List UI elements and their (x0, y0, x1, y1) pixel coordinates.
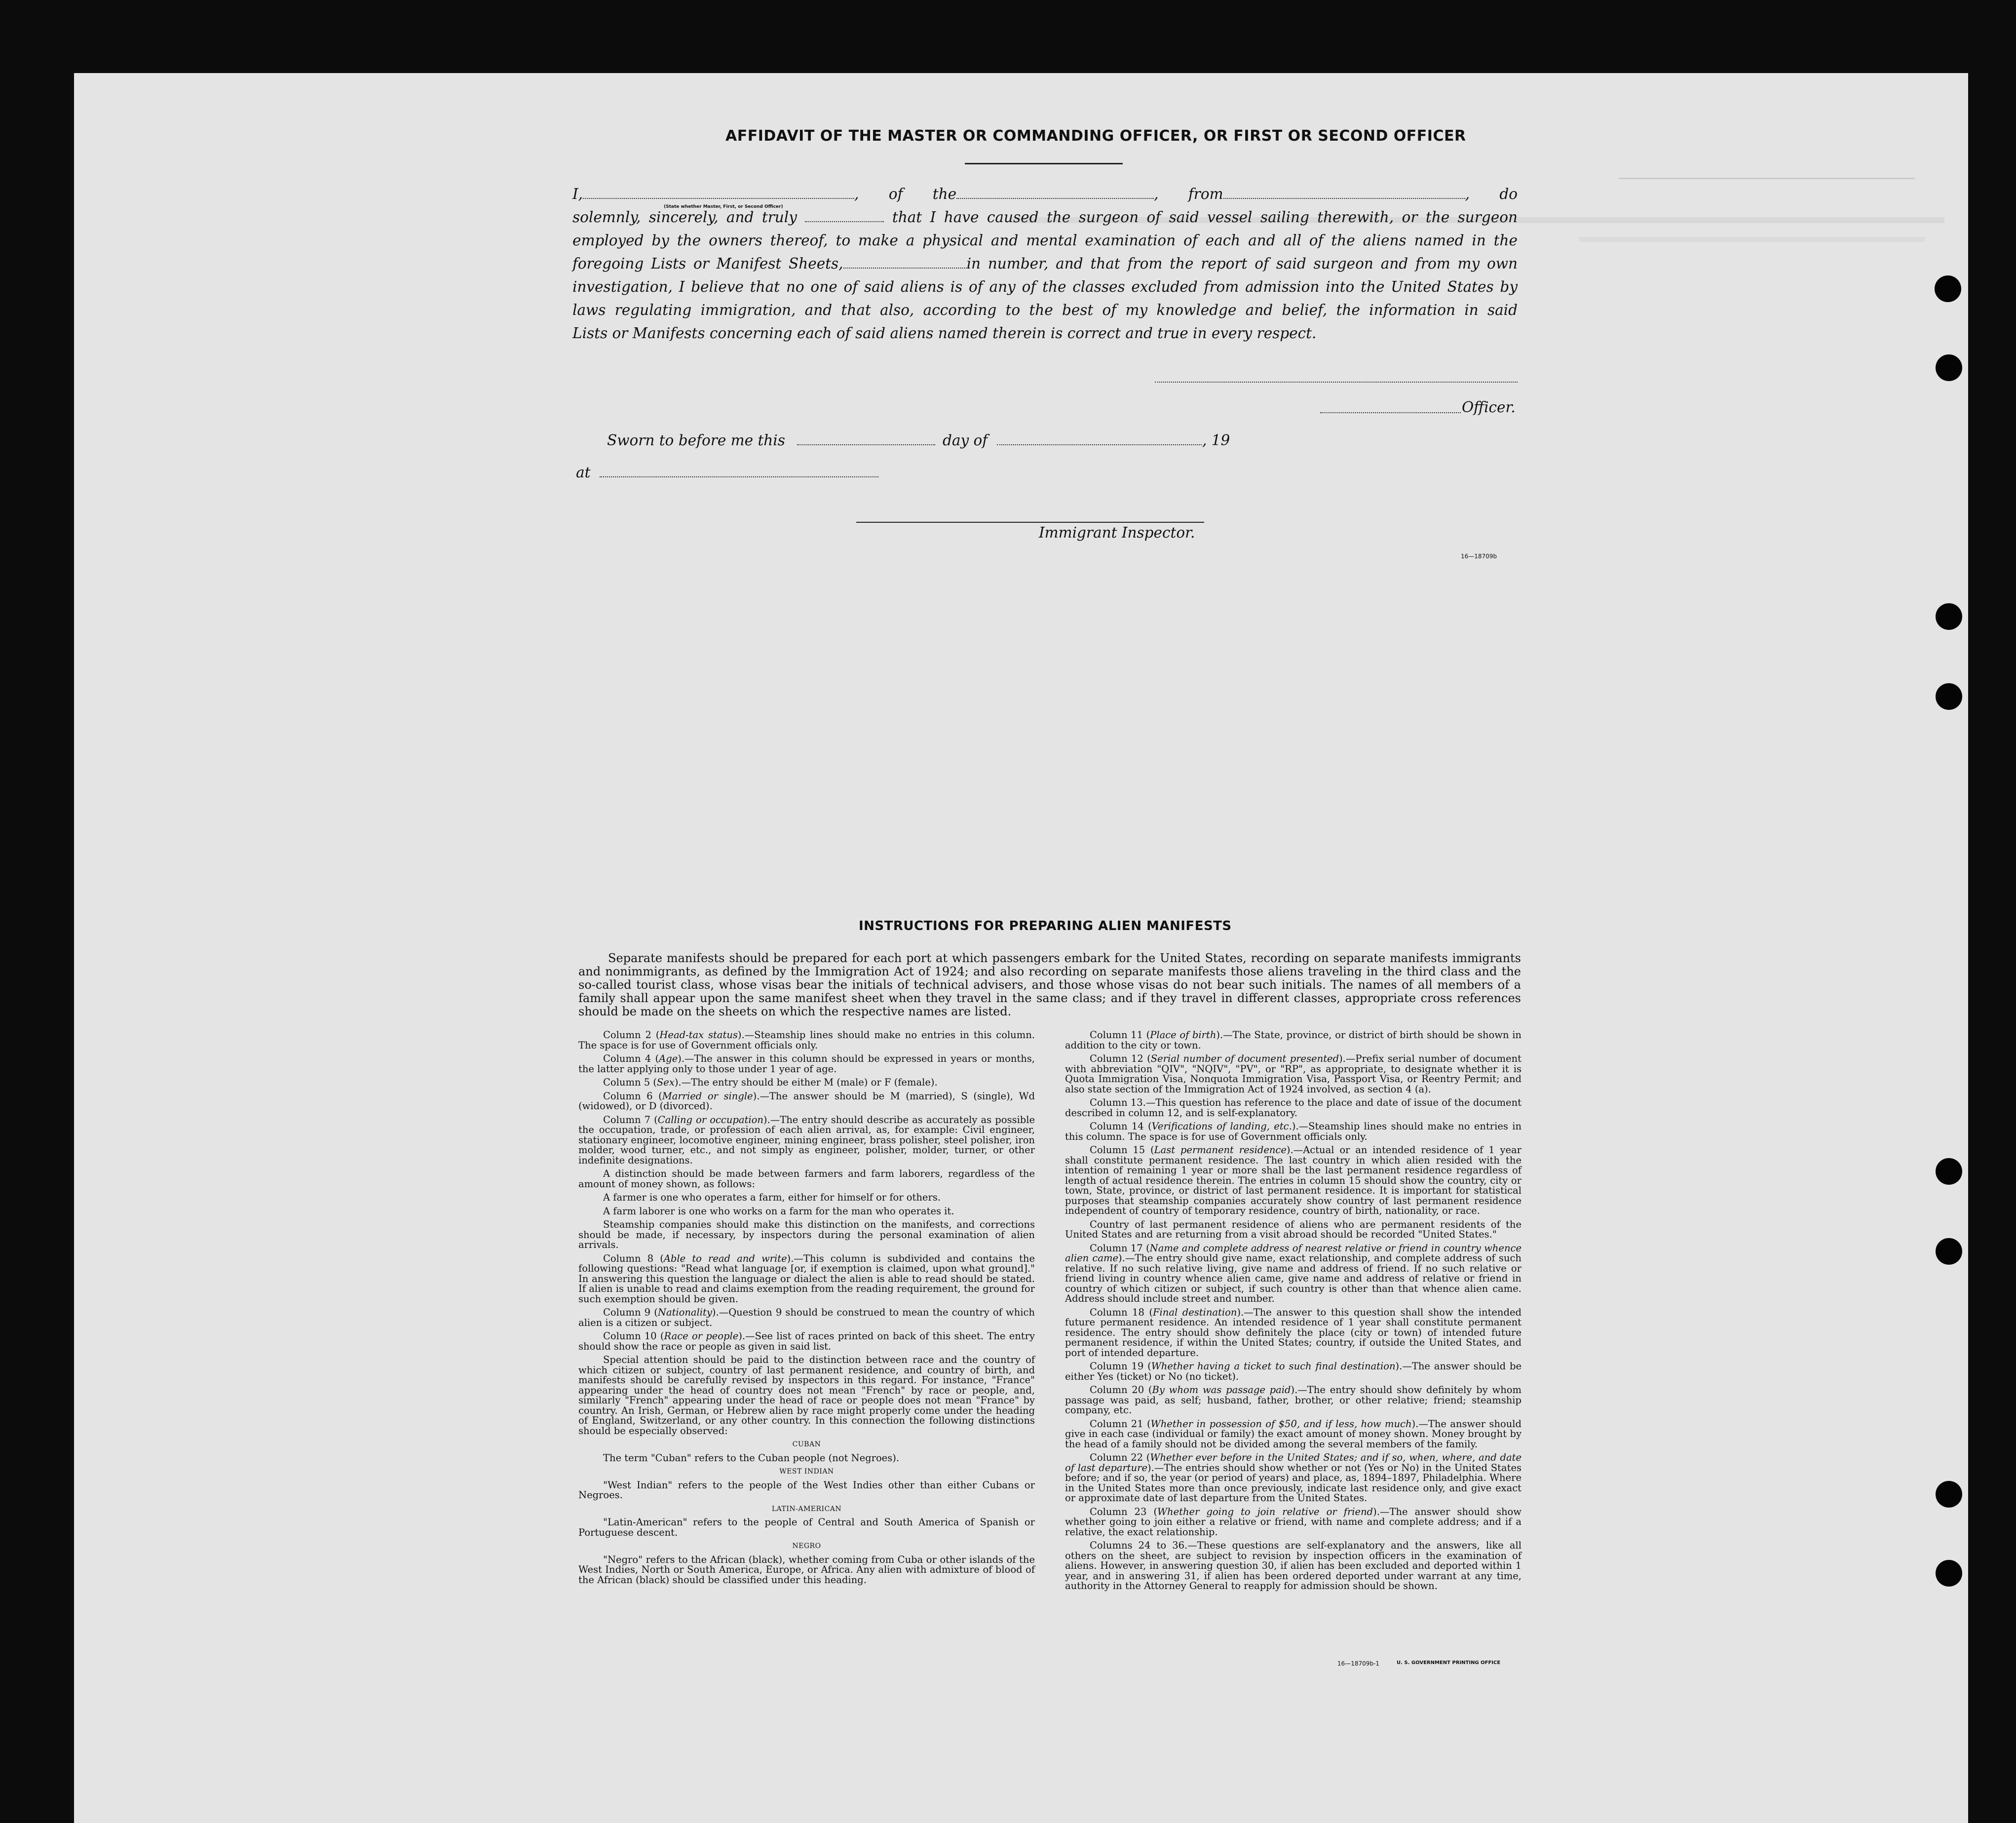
column-label: Column 15 ( (1090, 1144, 1154, 1156)
affidavit-line-5: investigation, I believe that no one of said aliens is of any of the classes excluded from admission into the United States by (572, 278, 1518, 295)
instruction-paragraph (1065, 1453, 1522, 1504)
instruction-paragraph (578, 1193, 1035, 1203)
instruction-text: ).—The entry should be either M (male) or F (female). (674, 1077, 938, 1088)
sworn-date-field[interactable] (797, 444, 935, 445)
affidavit-line-1: I, , of the , from , do (572, 186, 1518, 202)
instruction-text: ).—The answer should be M (married), S (single), Wd (widowed), or D (divorced). (578, 1090, 1035, 1112)
column-field-name: Serial number of document presented (1150, 1053, 1339, 1064)
instruction-text: ).—The answer in this column should be expressed in years or months, the latter applying only to those under 1 year of age. (578, 1053, 1035, 1075)
instruction-paragraph (578, 1169, 1035, 1189)
year-label: , 19 (1202, 432, 1230, 449)
instruction-text: Special attention should be paid to the distinction between race and the country of which citizen or subject, country of last permanent residence, and country of birth, and manifests should be carefully revised by inspectors in this regard. For instance, "France" appearing under the head of country does not mean "French" by race or people, and, similarly "French" appearing under the head of race or people does not mean "France" by country. An Irish, German, or Hebrew alien by race might properly come under the heading of England, Switzerland, or any other country. In this connection the following distinctions should be especially observed: (578, 1354, 1035, 1436)
column-label: Column 6 ( (603, 1090, 662, 1102)
instruction-text: "West Indian" refers to the people of the West Indies other than either Cubans or Negroes. (578, 1479, 1035, 1501)
instruction-text: ).—The entry should show definitely by whom passage was paid, as self; husband, father, brother, or other relative; friend; steamship company, etc. (1065, 1384, 1522, 1416)
instruction-paragraph (578, 1206, 1035, 1217)
column-field-name: Whether in possession of $50, and if less, how much (1150, 1418, 1412, 1430)
binder-hole (1936, 1158, 1962, 1185)
instruction-text: ).—Actual or an intended residence of 1 year shall constitute permanent residence. The last country in which alien resided with the intention of remaining 1 year or more shall be the last permanent residence regardless of length of actual residence therein. The entries in column 15 should show the country, city or town, State, province, or district of last permanent residence. It is important for statistical purposes that steamship companies accurately show country of last permanent residence independent of country of temporary residence, country of birth, nationality, or race. (1065, 1144, 1522, 1216)
affidavit-line-4: foregoing Lists or Manifest Sheets, in number, and that from the report of said surgeon and from my own (572, 255, 1518, 272)
instruction-text: ).—The entry should describe as accurately as possible the occupation, trade, or profession of each alien arrival, as, for example: Civil engineer, stationary engineer, locomotive engineer, mining engineer, brass polisher, steel polisher, iron molder, wood turner, etc., and not simply as engineer, polisher, molder, turner, or other indefinite designations. (578, 1114, 1035, 1166)
port-from-field[interactable] (1223, 188, 1465, 199)
instruction-paragraph (1065, 1361, 1522, 1382)
column-field-name: Place of birth (1150, 1029, 1217, 1041)
column-field-name: Married or single (662, 1090, 753, 1102)
instructions-title: INSTRUCTIONS FOR PREPARING ALIEN MANIFESTS (859, 919, 1232, 933)
instruction-paragraph (1065, 1507, 1522, 1538)
column-label: Column 2 ( (603, 1029, 660, 1041)
footer-printing-office: U. S. GOVERNMENT PRINTING OFFICE (1397, 1660, 1501, 1666)
column-field-name: Age (659, 1053, 678, 1064)
instruction-text: ).—Question 9 should be construed to mean the country of which alien is a citizen or subject. (578, 1307, 1035, 1328)
instruction-paragraph (578, 1115, 1035, 1166)
instruction-text: ).—The answer to this question shall show the intended future permanent residence. An intended residence of 1 year shall constitute permanent residence. The entry should show definitely the place (city or town) of intended future permanent residence, if within the United States; country, if outside the United States, and port of intended departure. (1065, 1306, 1522, 1358)
affidavit-title: AFFIDAVIT OF THE MASTER OR COMMANDING OFFICER, OR FIRST OR SECOND OFFICER (725, 127, 1466, 145)
column-label: Column 4 ( (603, 1053, 659, 1064)
instruction-paragraph (1065, 1308, 1522, 1358)
sworn-month-field[interactable] (997, 444, 1202, 445)
instruction-text: ).—The entry should give name, exact relationship, and complete address of such relative. If no such relative living, give name and address of friend. If no such relative or friend living in country whence alien came, give name and address of relative or friend in country of which citizen or subject, if such country is other than that whence alien came. Address should include street and number. (1065, 1252, 1522, 1304)
column-field-name: Whether going to join relative or friend (1157, 1506, 1373, 1517)
section-heading: CUBAN (792, 1440, 821, 1448)
instruction-paragraph (1065, 1122, 1522, 1142)
instruction-text: ).—Steamship lines should make no entries in this column. The space is for use of Government officials only. (578, 1029, 1035, 1051)
at-label: at (576, 464, 591, 481)
at-place-field[interactable] (600, 476, 878, 477)
column-label: Column 14 ( (1090, 1121, 1152, 1132)
day-of-label: day of (943, 432, 988, 449)
scan-background-right (1968, 73, 2016, 1823)
instruction-text: "Negro" refers to the African (black), whether coming from Cuba or other islands of the West Indies, North or South America, Europe, or Africa. Any alien with admixture of blood of the African (black) should be classified under this heading. (578, 1553, 1035, 1586)
column-label: Column 18 ( (1090, 1306, 1153, 1318)
instruction-text: ).—The answer should show whether going to join either a relative or friend, with name and complete address; and if a relative, the exact relationship. (1065, 1506, 1522, 1538)
instruction-text: A distinction should be made between farmers and farm laborers, regardless of the amount of money shown, as follows: (578, 1168, 1035, 1190)
instruction-paragraph (578, 1078, 1035, 1088)
column-field-name: Head-tax status (659, 1029, 738, 1041)
officer-signature-line[interactable] (1155, 382, 1518, 383)
instruction-paragraph (1065, 1220, 1522, 1240)
instruction-text: Columns 24 to 36.—These questions are self-explanatory and the answers, like all others on the sheet, are subject to revision by inspection officers in the examination of aliens. However, in answering question 30, if alien has been excluded and deported within 1 year, and in answering 31, if alien has been ordered deported under warrant at any time, authority in the Attorney General to reapply for admission should be shown. (1065, 1540, 1522, 1591)
binder-hole (1936, 354, 1962, 381)
column-field-name: Sex (656, 1077, 675, 1088)
column-label: Column 22 ( (1090, 1452, 1150, 1463)
title-rule (965, 163, 1123, 164)
column-label: Column 11 ( (1090, 1029, 1150, 1041)
binder-hole (1936, 683, 1962, 710)
column-label: Column 23 ( (1090, 1506, 1158, 1517)
instruction-paragraph (1065, 1054, 1522, 1094)
instruction-text: ).—This column is subdivided and contains the following questions: "Read what language [or, if exemption is claimed, upon what ground]." In answering this question the language or dialect the alien is able to read should be stated. If alien is unable to read and claims exemption from the reading requirement, the ground for such exemption should be given. (578, 1252, 1035, 1305)
instruction-paragraph (1065, 1030, 1522, 1050)
instruction-paragraph (1065, 1145, 1522, 1216)
instruction-paragraph (578, 1091, 1035, 1112)
column-label: Column 10 ( (603, 1330, 664, 1342)
instruction-paragraph (578, 1480, 1035, 1501)
instruction-paragraph (578, 1308, 1035, 1328)
instruction-text: ).—See list of races printed on back of this sheet. The entry should show the race or people as given in said list. (578, 1330, 1035, 1352)
column-label: Column 12 ( (1090, 1053, 1151, 1064)
instruction-paragraph (578, 1331, 1035, 1352)
instruction-text: ).—The State, province, or district of birth should be shown in addition to the city or town. (1065, 1029, 1522, 1051)
inspector-signature-line[interactable] (856, 522, 1204, 523)
column-label: Column 7 ( (603, 1114, 658, 1125)
section-heading: WEST INDIAN (779, 1468, 834, 1475)
instruction-text: ).—Steamship lines should make no entries in this column. The space is for use of Government officials only. (1065, 1121, 1522, 1142)
column-field-name: Final destination (1153, 1306, 1237, 1318)
column-label: Column 8 ( (603, 1252, 664, 1264)
alien-count-field[interactable] (843, 258, 967, 269)
instruction-paragraph (1065, 1419, 1522, 1450)
section-heading: LATIN-AMERICAN (771, 1505, 842, 1513)
binder-hole (1936, 1560, 1962, 1587)
instruction-paragraph (1065, 1243, 1522, 1304)
instruction-paragraph (578, 1254, 1035, 1305)
affidavit-line-6: laws regulating immigration, and that also, according to the best of my knowledge and belief, the information in said (572, 302, 1518, 318)
column-field-name: Whether having a ticket to such final destination (1151, 1360, 1396, 1372)
instruction-paragraph (578, 1517, 1035, 1538)
affidavit-line-3: employed by the owners thereof, to make a physical and mental examination of each and all of the aliens named in the (572, 232, 1518, 249)
column-field-name: Last permanent residence (1154, 1144, 1287, 1156)
column-field-name: Nationality (657, 1307, 712, 1318)
affidavit-line-7: Lists or Manifests concerning each of said aliens named therein is correct and true in every respect. (572, 325, 1317, 342)
column-label: Column 9 ( (603, 1307, 658, 1318)
instruction-text: A farm laborer is one who works on a farm for the man who operates it. (603, 1205, 954, 1217)
instruction-paragraph (1065, 1385, 1522, 1416)
column-field-name: Race or people (664, 1330, 739, 1342)
instruction-paragraph (578, 1453, 1035, 1464)
binder-hole (1935, 275, 1961, 302)
binder-hole (1936, 1238, 1962, 1265)
column-label: Column 19 ( (1090, 1360, 1151, 1372)
sworn-label: Sworn to before me this (607, 432, 785, 449)
column-label: Column 20 ( (1090, 1384, 1152, 1396)
instruction-text: Steamship companies should make this distinction on the manifests, and corrections should be made, if necessary, by inspectors during the personal examination of alien arrivals. (578, 1219, 1035, 1250)
column-field-name: By whom was passage paid (1152, 1384, 1291, 1396)
column-field-name: Whether ever before in the United States; and if so, when, where, and date of last departure (1065, 1452, 1522, 1474)
vessel-name-field[interactable] (956, 188, 1154, 199)
instruction-paragraph (1065, 1541, 1522, 1591)
instruction-paragraph (578, 1555, 1035, 1586)
officer-title-line[interactable] (1320, 412, 1461, 413)
instruction-text: ).—Prefix serial number of document with abbreviation "QIV", "NQIV", "PV", or "RP", as appropriate, to designate whether it is Quota Immigration Visa, Nonquota Immigration Visa, Passport Visa, or Reentry Permit; and also state section of the Immigration Act of 1924 involved, as section 4 (a). (1065, 1053, 1522, 1095)
instruction-text: "Latin-American" refers to the people of Central and South America of Spanish or Portuguese descent. (578, 1516, 1035, 1538)
instruction-text: The term "Cuban" refers to the Cuban people (not Negroes). (603, 1452, 900, 1464)
instruction-paragraph (578, 1220, 1035, 1250)
column-field-name: Name and complete address of nearest relative or friend in country whence alien came (1065, 1242, 1522, 1264)
instruction-text: ).—The entries should show whether or not (Yes or No) in the United States before; and if so, the year (or period of years) and place, as, 1894–1897, Philadelphia. Where in the United States more than once previously, indicate last residence only, and give exact or approximate date of last departure from the United States. (1065, 1462, 1522, 1504)
column-field-name: Calling or occupation (657, 1114, 763, 1125)
instruction-paragraph (578, 1355, 1035, 1436)
footer-form-number: 16—18709b-1 (1337, 1660, 1380, 1667)
affidavit-blank[interactable] (805, 211, 884, 222)
binder-hole (1936, 1481, 1962, 1508)
column-label: Column 21 ( (1090, 1418, 1151, 1430)
binder-hole (1936, 603, 1962, 630)
column-field-name: Able to read and write (663, 1252, 787, 1264)
column-field-name: Verifications of landing, etc. (1151, 1121, 1292, 1132)
instructions-right-column (1065, 1030, 1522, 1595)
instruction-paragraph (578, 1054, 1035, 1074)
form-number: 16—18709b (1461, 553, 1497, 560)
instruction-paragraph (578, 1030, 1035, 1050)
instructions-left-column (578, 1030, 1035, 1589)
column-label: Column 5 ( (603, 1077, 657, 1088)
master-name-field[interactable] (583, 188, 854, 199)
officer-label: Officer. (1462, 399, 1516, 416)
instruction-text: Country of last permanent residence of aliens who are permanent residents of the United States and are returning from a visit abroad should be recorded "United States." (1065, 1218, 1522, 1240)
instruction-paragraph (1065, 1098, 1522, 1118)
instruction-text: ).—The answer should be either Yes (ticket) or No (no ticket). (1065, 1360, 1522, 1382)
instruction-text: A farmer is one who operates a farm, either for himself or for others. (603, 1192, 941, 1203)
inspector-label: Immigrant Inspector. (1039, 524, 1195, 541)
officer-rank-note: (State whether Master, First, or Second Officer) (664, 204, 783, 209)
affidavit-line-2: solemnly, sincerely, and truly that I have caused the surgeon of said vessel sailing therewith, or the surgeon (572, 209, 1518, 226)
instructions-intro: Separate manifests should be prepared for each port at which passengers embark for the United States, recording on separate manifests immigrants and nonimmigrants, as defined by the Immigration Act of 1924; and also recording on separate manifests those aliens traveling in the third class and the so-called tourist class, whose visas bear the initials of technical advisers, and those whose visas do not bear such initials. The names of all members of a family shall appear upon the same manifest sheet when they travel in the same class; and if they travel in different classes, appropriate cross references should be made on the sheets on which the respective names are listed. (578, 951, 1521, 1018)
column-label: Column 17 ( (1090, 1242, 1150, 1254)
instruction-text: ).—The answer should give in each case (individual or family) the exact amount of money shown. Money brought by the head of a family should not be divided among the several members of the family. (1065, 1418, 1522, 1450)
instruction-text: Column 13.—This question has reference to the place and date of issue of the document described in column 12, and is self-explanatory. (1065, 1097, 1522, 1119)
section-heading: NEGRO (792, 1542, 821, 1550)
